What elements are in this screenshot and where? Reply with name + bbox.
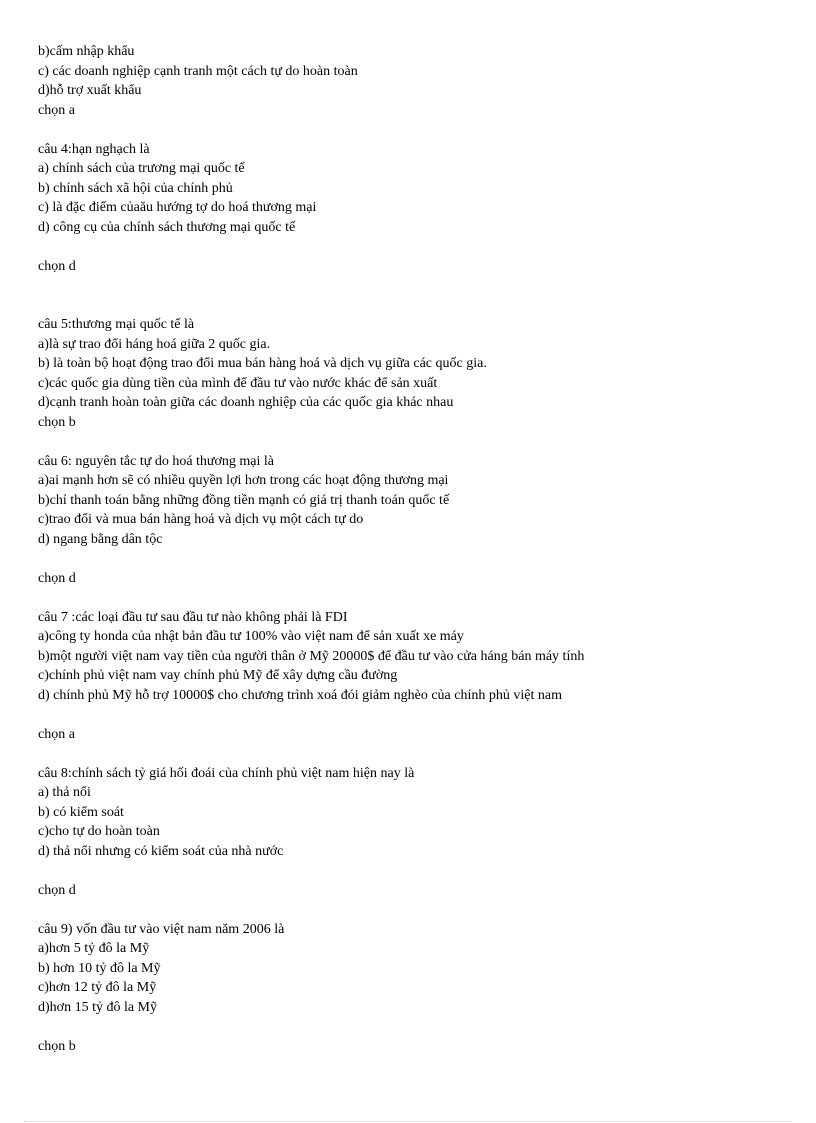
blank-line [38,705,798,725]
answer-line: chọn b [38,1038,76,1054]
blank-line [38,276,798,296]
option-line: b) chính sách xã hội của chính phủ [38,180,233,196]
option-line: c) các doanh nghiệp cạnh tranh một cách tự do hoàn toàn [38,63,358,79]
option-line: d) chính phủ Mỹ hỗ trợ 10000$ cho chương trình xoá đói giảm nghèo của chính phủ việt nam [38,687,562,703]
option-line: b)cấm nhập khẩu [38,44,135,59]
answer-line: chọn b [38,414,76,430]
option-line: d)hơn 15 tỷ đô la Mỹ [38,999,158,1015]
blank-line [38,549,798,569]
blank-line [38,861,798,881]
option-line: d)hỗ trợ xuất khẩu [38,83,142,98]
answer-line: chọn d [38,570,76,586]
answer-line: chọn d [38,258,76,274]
option-line: c)các quốc gia dùng tiền của mình để đầu tư vào nước khác để sản xuất [38,375,438,391]
option-line: a)là sự trao đổi háng hoá giữa 2 quốc gia. [38,336,271,352]
blank-line [38,1017,798,1037]
option-line: d) công cụ của chính sách thương mại quốc tế [38,219,296,235]
question-line: câu 9) vốn đầu tư vào việt nam năm 2006 là [38,921,285,937]
option-line: a)công ty honda của nhật bản đầu tư 100% vào việt nam để sản xuất xe máy [38,629,464,644]
answer-line: chọn a [38,102,75,118]
option-line: c)hơn 12 tỷ đô la Mỹ [38,980,157,995]
option-line: b)một người việt nam vay tiền của người thân ở Mỹ 20000$ để đầu tư vào cửa háng bán máy tính [38,648,585,664]
option-line: c)chính phủ việt nam vay chính phủ Mỹ để xây dựng cầu đường [38,668,398,683]
question-line: câu 4:hạn nghạch là [38,141,150,157]
answer-line: chọn a [38,726,75,742]
document-page [38,42,798,1056]
question-line: câu 8:chính sách tỷ giá hối đoái của chính phủ việt nam hiện nay là [38,765,415,781]
option-line: d)cạnh tranh hoàn toàn giữa các doanh nghiệp của các quốc gia khác nhau [38,395,454,410]
answer-line: chọn d [38,882,76,898]
option-line: b)chỉ thanh toán bằng những đồng tiền mạnh có giá trị thanh toán quốc tế [38,492,450,508]
question-line: câu 6: nguyên tắc tự do hoá thương mại là [38,453,275,469]
blank-line [38,588,798,608]
blank-line [38,237,798,257]
option-line: a)hơn 5 tỷ đô la Mỹ [38,941,150,956]
blank-line [38,744,798,764]
option-line: b) là toàn bộ hoạt động trao đổi mua bán hàng hoá và dịch vụ giữa các quốc gia. [38,356,487,371]
blank-line [38,900,798,920]
page-bottom-divider [24,1121,792,1122]
option-line: c)cho tự do hoàn toàn [38,824,160,839]
blank-line [38,120,798,140]
option-line: a) chính sách của trương mại quốc tế [38,161,245,176]
blank-line [38,432,798,452]
option-line: c) là đặc điểm củaău hướng tợ do hoá thương mại [38,200,317,215]
option-line: d) ngang bằng dân tộc [38,531,163,547]
option-line: a) thả nổi [38,785,91,800]
question-line: câu 5:thương mại quốc tế là [38,317,195,332]
question-line: câu 7 :các loại đầu tư sau đầu tư nào không phải là FDI [38,609,348,625]
option-line: a)ai mạnh hơn sẽ có nhiều quyền lợi hơn trong các hoạt động thương mại [38,473,449,488]
blank-line [38,296,798,316]
option-line: c)trao đổi và mua bán hàng hoá và dịch vụ một cách tự do [38,512,364,527]
option-line: b) có kiểm soát [38,804,124,820]
option-line: d) thả nổi nhưng có kiểm soát của nhà nước [38,843,284,859]
option-line: b) hơn 10 tỷ đô la Mỹ [38,960,161,976]
